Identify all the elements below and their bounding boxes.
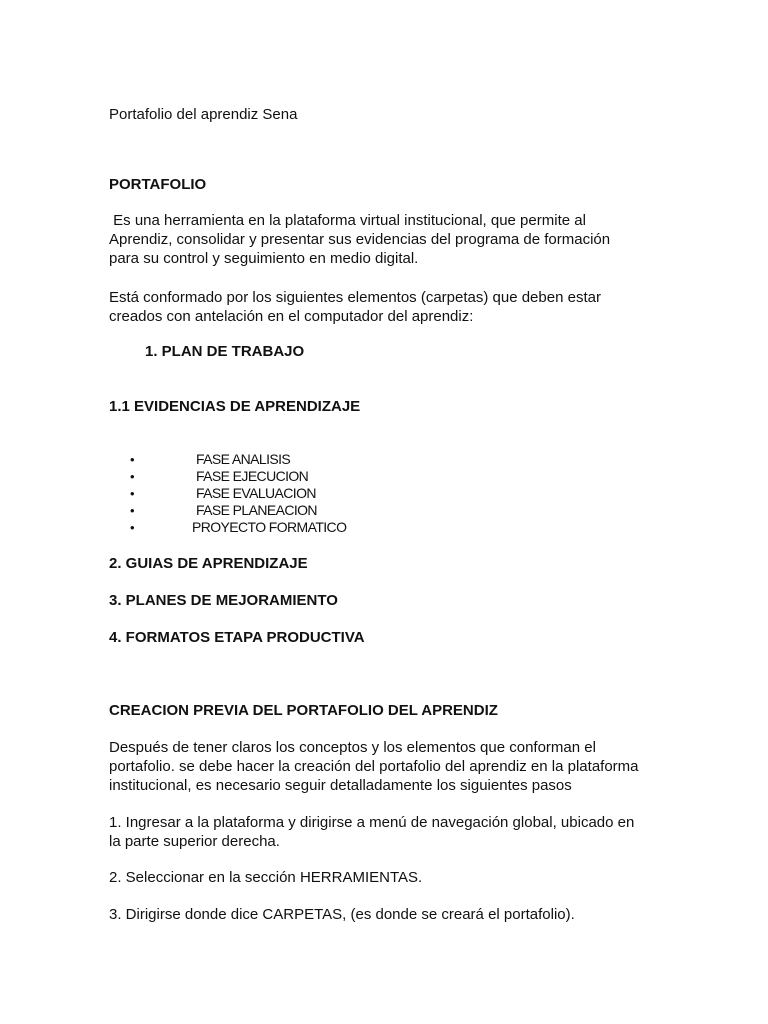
bullet-icon: •	[130, 486, 135, 501]
intro-line: Aprendiz, consolidar y presentar sus evidencias del programa de formación	[109, 231, 611, 248]
step-1-line: 1. Ingresar a la plataforma y dirigirse a menú de navegación global, ubicado en	[109, 814, 635, 831]
document-title: Portafolio del aprendiz Sena	[109, 106, 298, 123]
section-heading-creacion-previa: CREACION PREVIA DEL PORTAFOLIO DEL APRENDIZ	[109, 702, 498, 719]
intro-paragraph	[109, 211, 669, 268]
item-plan-de-trabajo: 1. PLAN DE TRABAJO	[145, 343, 305, 360]
step-1-paragraph	[109, 813, 669, 851]
creation-line: Después de tener claros los conceptos y los elementos que conforman el	[109, 739, 596, 756]
step-1-line: la parte superior derecha.	[109, 833, 280, 850]
list-item-label: FASE EVALUACION	[196, 485, 316, 501]
bullet-icon: •	[130, 452, 135, 467]
creation-line: portafolio. se debe hacer la creación del portafolio del aprendiz en la plataforma	[109, 758, 639, 775]
bullet-icon: •	[130, 469, 135, 484]
section-heading-portafolio: PORTAFOLIO	[109, 176, 207, 193]
list-item-label: FASE PLANEACION	[196, 502, 317, 518]
item-evidencias-de-aprendizaje: 1.1 EVIDENCIAS DE APRENDIZAJE	[109, 398, 361, 415]
bullet-icon: •	[130, 520, 135, 535]
item-formatos-etapa-productiva: 4. FORMATOS ETAPA PRODUCTIVA	[109, 629, 365, 646]
item-planes-de-mejoramiento: 3. PLANES DE MEJORAMIENTO	[109, 592, 338, 609]
list-item-label: FASE EJECUCION	[196, 468, 309, 484]
item-guias-de-aprendizaje: 2. GUIAS DE APRENDIZAJE	[109, 555, 308, 572]
elements-line: creados con antelación en el computador del aprendiz:	[109, 308, 474, 325]
creation-paragraph	[109, 738, 669, 795]
list-item-label: FASE ANALISIS	[196, 451, 291, 467]
step-2: 2. Seleccionar en la sección HERRAMIENTAS.	[109, 869, 423, 886]
bullet-icon: •	[130, 503, 135, 518]
list-item-label: PROYECTO FORMATICO	[192, 519, 347, 535]
step-3: 3. Dirigirse donde dice CARPETAS, (es donde se creará el portafolio).	[109, 906, 575, 923]
elements-line: Está conformado por los siguientes elementos (carpetas) que deben estar	[109, 289, 601, 306]
intro-line: Es una herramienta en la plataforma virtual institucional, que permite al	[109, 212, 586, 229]
creation-line: institucional, es necesario seguir detalladamente los siguientes pasos	[109, 777, 572, 794]
elements-paragraph	[109, 288, 669, 326]
intro-line: para su control y seguimiento en medio digital.	[109, 250, 419, 267]
